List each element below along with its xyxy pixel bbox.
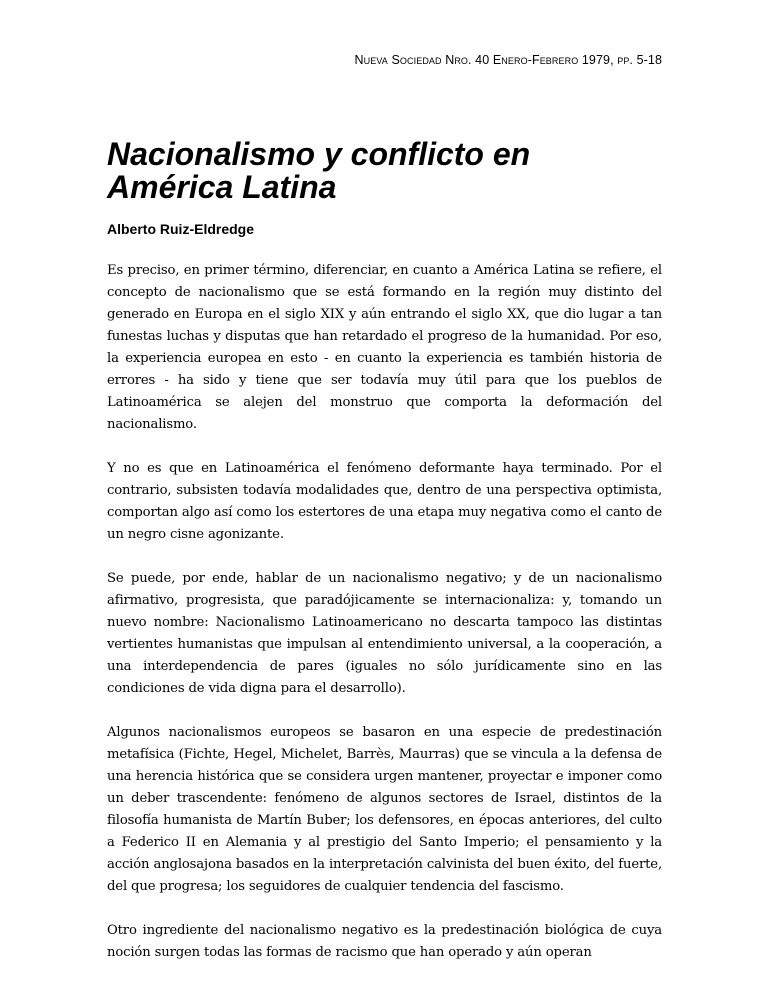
paragraph: Otro ingrediente del nacionalismo negativo es la predestinación biológica de cuya noción surgen todas las formas de racismo que han operado y aún operan <box>107 923 662 960</box>
paragraph: Se puede, por ende, hablar de un nacionalismo negativo; y de un nacionalismo afirmativo, progresista, que paradójicamente se internacionaliza: y, tomando un nuevo nombre: Nacionalismo Latinoamericano no descarta tampoco las distintas vertientes humanistas que impulsan al entendimiento universal, a la cooperación, a una interdependencia de pares (iguales no sólo jurídicamente sino en las condiciones de vida digna para el desarrollo). <box>107 571 662 696</box>
article-body <box>107 260 662 986</box>
paragraph: Algunos nacionalismos europeos se basaron en una especie de predestinación metafísica (Fichte, Hegel, Michelet, Barrès, Maurras) que se vincula a la defensa de una herencia histórica que se considera urgen mantener, proyectar e imponer como un deber trascendente: fenómeno de algunos sectores de Israel, distintos de la filosofía humanista de Martín Buber; los defensores, en épocas anteriores, del culto a Federico II en Alemania y al prestigio del Santo Imperio; el pensamiento y la acción anglosajona basados en la interpretación calvinista del buen éxito, del fuerte, del que progresa; los seguidores de cualquier tendencia del fascismo. <box>107 725 662 894</box>
article-title: Nacionalismo y conflicto en América Latina <box>107 136 531 205</box>
running-header: Nueva Sociedad Nro. 40 Enero-Febrero 1979, pp. 5-18 <box>354 53 662 67</box>
paragraph: Y no es que en Latinoamérica el fenómeno deformante haya terminado. Por el contrario, subsisten todavía modalidades que, dentro de una perspectiva optimista, comportan algo así como los estertores de una etapa muy negativa como el canto de un negro cisne agonizante. <box>107 461 662 542</box>
paragraph: Es preciso, en primer término, diferenciar, en cuanto a América Latina se refiere, el concepto de nacionalismo que se está formando en la región muy distinto del generado en Europa en el siglo XIX y aún entrando el siglo XX, que dio lugar a tan funestas luchas y disputas que han retardado el progreso de la humanidad. Por eso, la experiencia europea en esto - en cuanto la experiencia es también historia de errores - ha sido y tiene que ser todavía muy útil para que los pueblos de Latinoamérica se alejen del monstruo que comporta la deformación del nacionalismo. <box>107 263 662 432</box>
article-author: Alberto Ruiz-Eldredge <box>107 221 255 237</box>
